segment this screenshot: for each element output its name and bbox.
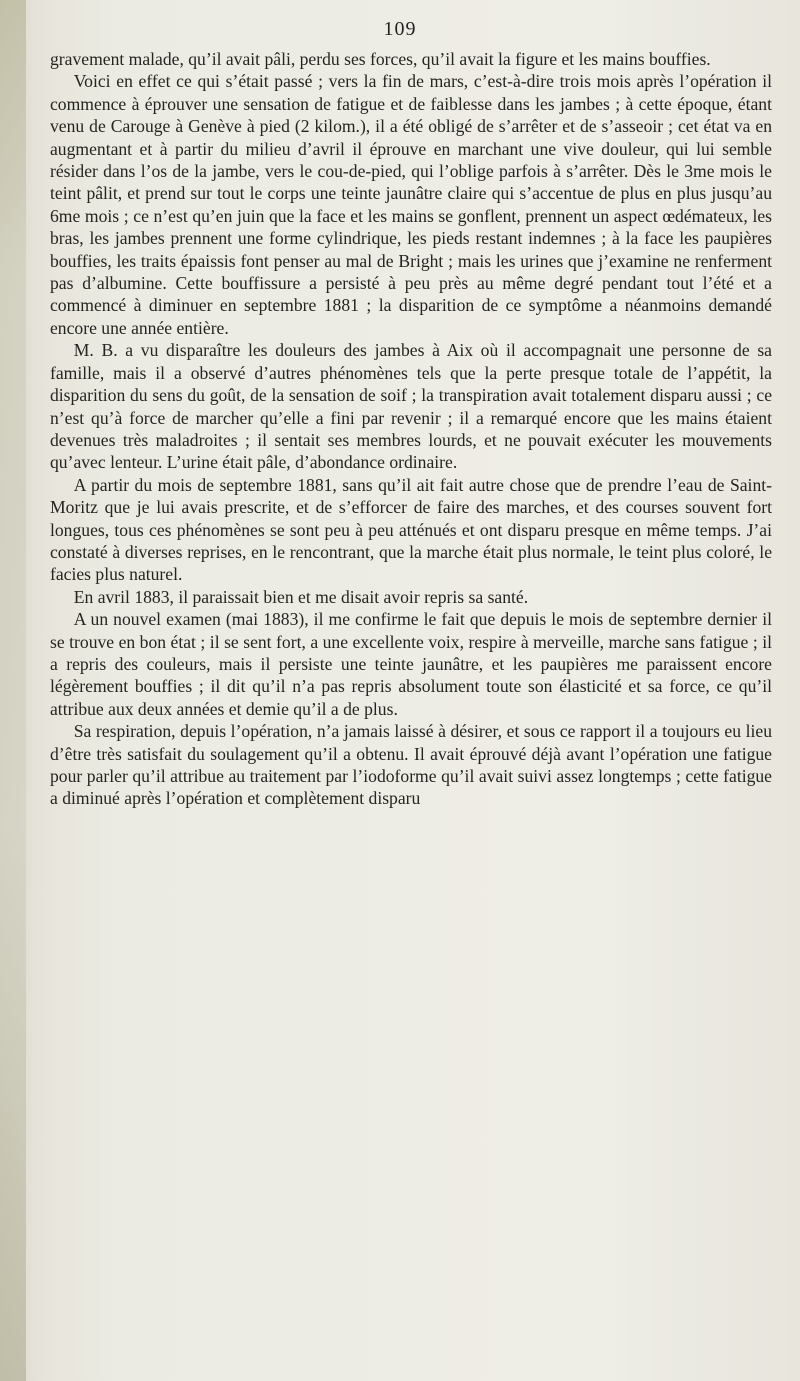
paragraph: A un nouvel examen (mai 1883), il me confirme le fait que depuis le mois de septembre dernier il se trouve en bon état ; il se sent fort, a une excellente voix, respire à merveille, marche sans fatigue ; il a repris des couleurs, mais il persiste une teinte jaunâtre, et les paupières me paraissent encore légèrement bouffies ; il dit qu’il n’a pas repris absolument toute son élasticité et sa force, ce qu’il attribue aux deux années et demie qu’il a de plus. bbox=[50, 609, 772, 719]
paragraph: M. B. a vu disparaître les douleurs des jambes à Aix où il accompagnait une personne de sa famille, mais il a observé d’autres phénomènes tels que la perte presque totale de l’appétit, la disparition du sens du goût, de la sensation de soif ; la transpiration avait totalement disparu aussi ; ce n’est qu’à force de marcher qu’elle a fini par revenir ; il a remarqué encore que les mains étaient devenues très maladroites ; il sentait ses membres lourds, et ne pouvait exécuter les mouvements qu’avec lenteur. L’urine était pâle, d’abondance ordinaire. bbox=[50, 340, 772, 473]
body-text bbox=[50, 48, 772, 810]
page-edge-shadow bbox=[0, 0, 26, 1381]
paragraph: Sa respiration, depuis l’opération, n’a jamais laissé à désirer, et sous ce rapport il a toujours eu lieu d’être très satisfait du soulagement qu’il a obtenu. Il avait éprouvé déjà avant l’opération une fatigue pour parler qu’il attribue au traitement par l’iodoforme qu’il avait suivi assez longtemps ; cette fatigue a diminué après l’opération et complètement disparu bbox=[50, 721, 772, 809]
page-number: 109 bbox=[383, 18, 417, 40]
paragraph: gravement malade, qu’il avait pâli, perdu ses forces, qu’il avait la figure et les mains bouffies. bbox=[50, 49, 711, 69]
paragraph: Voici en effet ce qui s’était passé ; vers la fin de mars, c’est-à-dire trois mois après l’opération il commence à éprouver une sensation de fatigue et de faiblesse dans les jambes ; à cette époque, étant venu de Carouge à Genève à pied (2 kilom.), il a été obligé de s’arrêter et de s’asseoir ; cet état va en augmentant et à partir du milieu d’avril il éprouve en marchant une vive douleur, qui lui semble résider dans l’os de la jambe, vers le cou-de-pied, qui l’oblige parfois à s’arrêter. Dès le 3me mois le teint pâlit, et prend sur tout le corps une teinte jaunâtre claire qui s’accentue de plus en plus jusqu’au 6me mois ; ce n’est qu’en juin que la face et les mains se gonflent, prennent un aspect œdémateux, les bras, les jambes prennent une forme cylindrique, les pieds restant indemnes ; à la face les paupières bouffies, les traits épaissis font penser au mal de Bright ; mais les urines que j’examine ne renferment pas d’albumine. Cette bouffissure a persisté à peu près au même degré pendant tout l’été et a commencé à diminuer en septembre 1881 ; la disparition de ce symptôme a néanmoins demandé encore une année entière. bbox=[50, 71, 772, 338]
paragraph: En avril 1883, il paraissait bien et me disait avoir repris sa santé. bbox=[73, 586, 529, 607]
paragraph: A partir du mois de septembre 1881, sans qu’il ait fait autre chose que de prendre l’eau de Saint-Moritz que je lui avais prescrite, et de s’efforcer de faire des marches, et des courses souvent fort longues, tous ces phénomènes se sont peu à peu atténués et ont disparu presque en même temps. J’ai constaté à diverses reprises, en le rencontrant, que la marche était plus normale, le teint plus coloré, le facies plus naturel. bbox=[50, 474, 772, 585]
